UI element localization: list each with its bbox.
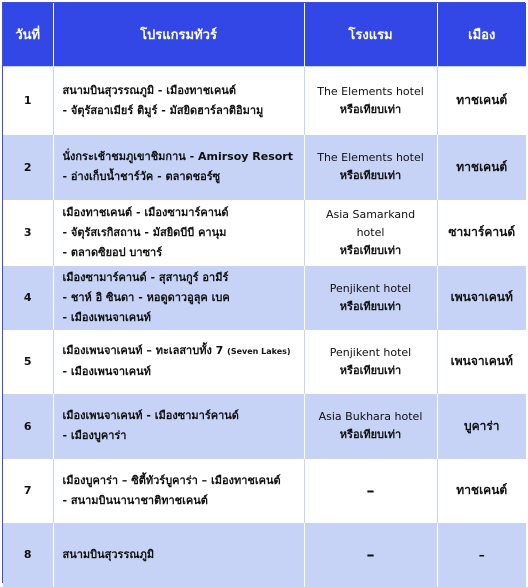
hotel-alternative: หรือเทียบเท่า <box>339 243 402 257</box>
program-line: เมืองบูคาร่า – ซิตี้ทัวร์บูคาร่า – เมืองทาชเคนต์ <box>62 473 281 487</box>
table-row <box>3 67 526 135</box>
header-hotel: โรงแรม <box>304 3 437 67</box>
program-cell <box>53 330 304 394</box>
hotel-cell <box>304 200 437 266</box>
hotel-name: – <box>366 480 375 500</box>
day-cell: 8 <box>3 523 53 587</box>
day-cell: 6 <box>3 394 53 459</box>
table-row <box>3 135 526 200</box>
program-cell <box>53 200 304 266</box>
hotel-cell <box>304 459 437 523</box>
hotel-alternative: หรือเทียบเท่า <box>339 102 402 116</box>
program-line: - จัตุรัสอาเมียร์ ติมูร์ - มัสยิดฮาร์ลาติอิมามู <box>62 103 264 117</box>
table-row <box>3 523 526 587</box>
program-cell <box>53 67 304 135</box>
program-line: สนามบินสุวรรณภูมิ <box>62 547 155 561</box>
day-cell: 7 <box>3 459 53 523</box>
program-line: - เมืองเพนจาเคนท์ <box>62 310 151 324</box>
program-line: - อ่างเก็บน้ำชาร์วัค - ตลาดชอร์ซู <box>62 170 221 183</box>
hotel-alternative: หรือเทียบเท่า <box>339 363 402 377</box>
program-line: - จัตุรัสเรกิสถาน - มัสยิดบีบี คานุม <box>62 225 227 239</box>
day-cell: 1 <box>3 67 53 135</box>
program-line: สนามบินสุวรรณภูมิ - เมืองทาชเคนต์ <box>62 83 236 97</box>
program-cell <box>53 459 304 523</box>
program-line: - เมืองเพนจาเคนท์ <box>62 365 151 378</box>
city-cell: บูคาร่า <box>437 394 526 459</box>
city-cell: ซามาร์คานด์ <box>437 200 526 266</box>
hotel-name: The Elements hotel <box>317 84 424 98</box>
hotel-cell <box>304 394 437 459</box>
table-row <box>3 200 526 266</box>
hotel-name: – <box>366 544 375 564</box>
itinerary-table-container <box>2 2 525 583</box>
hotel-alternative: หรือเทียบเท่า <box>339 428 402 441</box>
program-small-note: (Seven Lakes) <box>227 347 291 356</box>
day-cell: 2 <box>3 135 53 200</box>
program-line: - ตลาดซิยอป บาซาร์ <box>62 245 163 259</box>
header-day: วันที่ <box>3 3 53 67</box>
itinerary-table <box>3 3 526 587</box>
hotel-name: Penjikent hotel <box>329 281 412 295</box>
program-cell <box>53 394 304 459</box>
hotel-name: Asia Samarkand hotel <box>325 207 416 239</box>
table-row <box>3 459 526 523</box>
header-city: เมือง <box>437 3 526 67</box>
day-cell: 4 <box>3 266 53 330</box>
hotel-cell <box>304 523 437 587</box>
city-cell: เพนจาเคนท์ <box>437 266 526 330</box>
hotel-alternative: หรือเทียบเท่า <box>339 299 402 313</box>
program-line: - ชาห์ อิ ซินดา - หอดูดาวอูลุค เบค <box>62 290 230 304</box>
day-cell: 3 <box>3 200 53 266</box>
program-line <box>63 341 304 362</box>
header-program: โปรแกรมทัวร์ <box>53 3 304 67</box>
program-line: - สนามบินนานาชาติทาชเคนต์ <box>62 493 208 507</box>
city-cell: – <box>437 523 526 587</box>
city-cell: เพนจาเคนท์ <box>437 330 526 394</box>
program-cell <box>53 135 304 200</box>
table-header-row <box>3 3 526 67</box>
hotel-cell <box>304 135 437 200</box>
hotel-name: Asia Bukhara hotel <box>318 410 423 423</box>
program-line: นั่งกระเช้าชมภูเขาชิมกาน - Amirsoy Resort <box>62 150 293 163</box>
program-text: เมืองเพนจาเคนท์ – ทะเลสาบทั้ง 7 <box>62 344 224 357</box>
program-cell <box>53 266 304 330</box>
city-cell: ทาชเคนต์ <box>437 459 526 523</box>
table-row <box>3 266 526 330</box>
day-cell: 5 <box>3 330 53 394</box>
hotel-name: The Elements hotel <box>317 151 424 164</box>
hotel-cell <box>304 330 437 394</box>
hotel-name: Penjikent hotel <box>329 345 412 359</box>
hotel-cell <box>304 266 437 330</box>
city-cell: ทาชเคนต์ <box>437 67 526 135</box>
program-line: เมืองทาชเคนต์ - เมืองซามาร์คานด์ <box>62 205 229 219</box>
hotel-alternative: หรือเทียบเท่า <box>339 169 402 182</box>
hotel-cell <box>304 67 437 135</box>
city-cell: ทาชเคนต์ <box>437 135 526 200</box>
table-row <box>3 330 526 394</box>
program-cell <box>53 523 304 587</box>
program-line: เมืองเพนจาเคนท์ - เมืองซามาร์คานด์ <box>62 409 239 422</box>
program-line: เมืองซามาร์คานด์ - สุสานกูร์ อามีร์ <box>62 270 229 284</box>
program-line: - เมืองบูคาร่า <box>62 429 127 442</box>
table-row <box>3 394 526 459</box>
